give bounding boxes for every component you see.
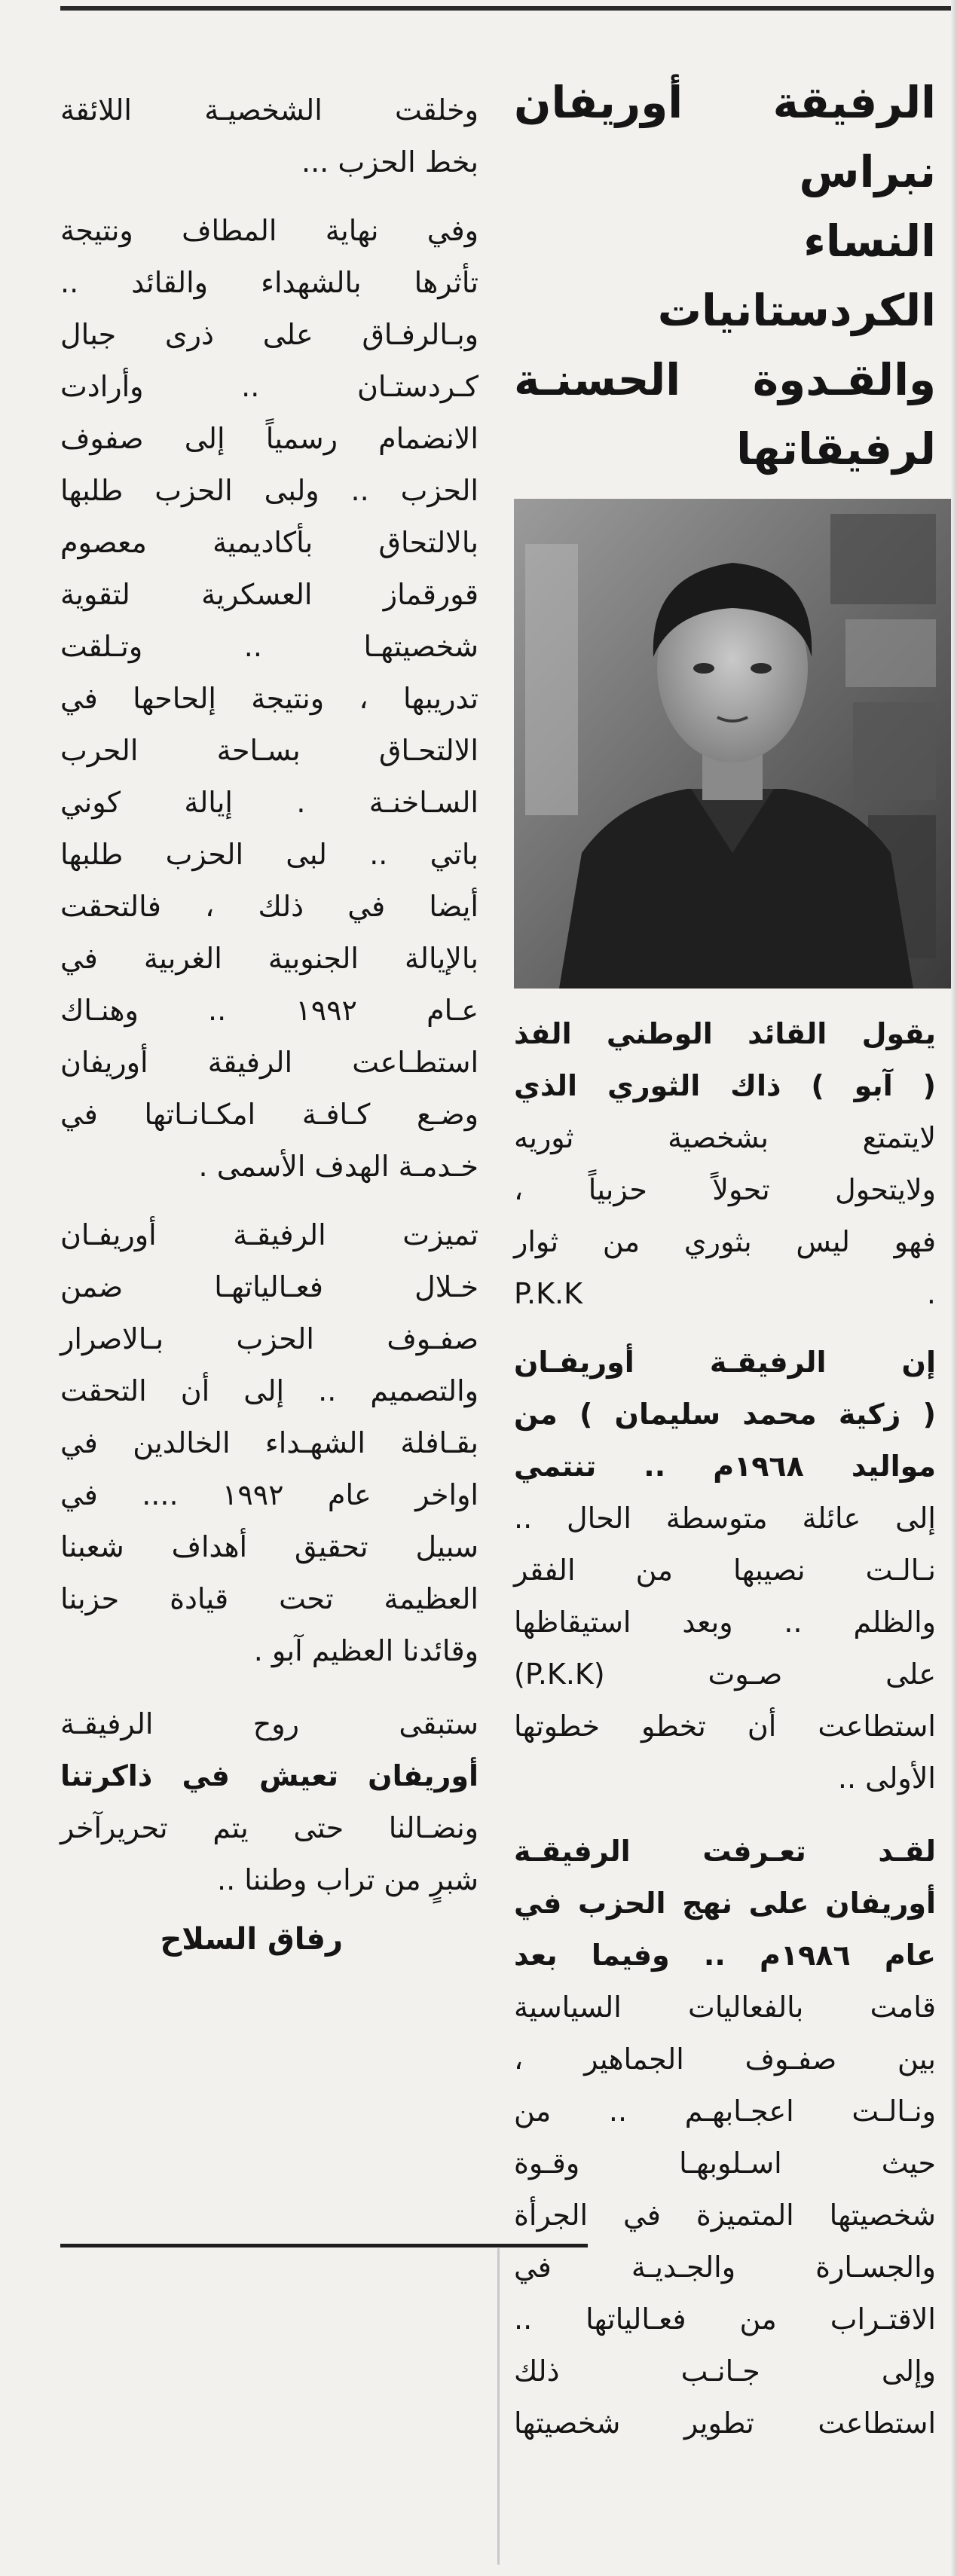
text-line: فهو ليس بثوري من ثوار <box>514 1225 936 1258</box>
text-line: الانضمام رسمياً إلى صفوف <box>60 422 478 455</box>
headline-line: النساء الكردستانيات <box>657 215 936 336</box>
text-line: سبيل تحقيق أهداف شعبنا <box>60 1530 478 1563</box>
text-line: استطاعت تطوير شخصيتها <box>514 2406 936 2440</box>
text-line: أوريفان تعيش في ذاكرتنا <box>60 1759 478 1792</box>
text-line: الحزب .. ولبى الحزب طلبها <box>60 474 478 507</box>
text-line: شخصيتها المتميزة في الجرأة <box>514 2199 936 2232</box>
text-line: وبـالرفـاق على ذرى جبال <box>60 318 478 351</box>
text-line: ونـالـت اعجـابهـم .. من <box>514 2095 936 2128</box>
martyrdom-paragraph <box>60 1209 478 1677</box>
top-border-rule <box>60 6 953 11</box>
text-line: وضـع كـافـة امكـانـاتها في <box>60 1098 478 1131</box>
text-line: كـردستـان .. وأرادت <box>60 370 478 403</box>
text-line: عام ١٩٨٦م .. وفيما بعد <box>514 1939 936 1972</box>
headline-line: والقـدوة الحسنـة <box>514 354 936 405</box>
text-line: أيضا في ذلك ، فالتحقت <box>60 890 478 923</box>
text-line: صفـوف الحزب بـالاصرار <box>60 1322 478 1355</box>
text-line: ستبقى روح الرفيقـة <box>60 1707 478 1740</box>
text-line: . P.K.K <box>514 1277 936 1310</box>
text-line: وفي نهاية المطاف ونتيجة <box>60 214 478 247</box>
text-line: وإلى جـانـب ذلك <box>514 2354 936 2388</box>
text-line: والتصميم .. إلى أن التحقت <box>60 1374 478 1407</box>
text-line: والجسـارة والجـديـة في <box>514 2251 936 2284</box>
text-line: السـاخنـة . إيالة كوني <box>60 786 478 819</box>
column-divider <box>497 2248 500 2565</box>
text-line: استطاعت أن تخطو خطوتها <box>514 1710 936 1743</box>
text-line: باتي .. لبى الحزب طلبها <box>60 838 478 871</box>
text-line: خـدمـة الهدف الأسمى . <box>198 1150 478 1183</box>
text-line: مواليد ١٩٦٨م .. تنتمي <box>514 1450 936 1483</box>
text-line: بقـافلة الشهـداء الخالدين في <box>60 1426 478 1459</box>
text-line: لايتمتع بشخصية ثوريه <box>514 1121 936 1154</box>
text-line: اواخر عام ١٩٩٢ .... في <box>60 1478 478 1511</box>
text-line: إلى عائلة متوسطة الحال .. <box>514 1502 936 1535</box>
text-line: ونضـالنا حتى يتم تحريرآخر <box>60 1811 478 1844</box>
bottom-rule <box>60 2244 588 2248</box>
text-line: وخلقت الشخصيـة اللائقة <box>60 93 478 127</box>
continuation-paragraph <box>60 84 478 188</box>
text-line: خـلال فعـالياتهـا ضمن <box>60 1270 478 1303</box>
signature: رفاق السلاح <box>160 1922 343 1957</box>
text-line: بين صفـوف الجماهير ، <box>514 2043 936 2076</box>
headline-line: الرفيقة أوريفان نبراس <box>514 77 936 197</box>
left-column <box>60 84 478 1962</box>
headline-line: لرفيقاتها <box>736 423 936 475</box>
headline <box>514 68 936 484</box>
page-edge-shadow <box>951 0 957 2576</box>
intro-paragraph-bold <box>514 1008 936 1112</box>
text-line: قورقماز العسكرية لتقوية <box>60 578 478 611</box>
closing-paragraph <box>60 1698 478 1906</box>
text-line: الأولى .. <box>837 1762 936 1795</box>
text-line: تدريبها ، ونتيجة إلحاحها في <box>60 682 478 715</box>
text-line: ( زكية محمد سليمان ) من <box>514 1398 936 1431</box>
text-line: يقول القائد الوطني الفذ <box>514 1017 936 1050</box>
text-line: والظلم .. وبعد استيقاظها <box>514 1606 936 1639</box>
text-line: ولايتحول تحولاً حزبياً ، <box>514 1173 936 1206</box>
portrait-photo-icon <box>514 499 951 989</box>
text-line: بالإيالة الجنوبية الغربية في <box>60 942 478 975</box>
joining-paragraph <box>60 205 478 1193</box>
text-line: قامت بالفعاليات السياسية <box>514 1991 936 2024</box>
text-line: تميزت الرفيقـة أوريفـان <box>60 1218 478 1251</box>
intro-paragraph <box>514 1112 936 1320</box>
text-line: أوريفان على نهج الحزب في <box>514 1887 936 1920</box>
text-line: إن الرفيقـة أوريفـان <box>514 1346 936 1379</box>
text-line: على صـوت (P.K.K) <box>514 1658 936 1691</box>
text-line: الالتحـاق بسـاحة الحرب <box>60 734 478 767</box>
text-line: شخصيتهـا .. وتـلقت <box>60 630 478 663</box>
text-line: نـالـت نصيبها من الفقر <box>514 1554 936 1587</box>
text-line: لقـد تعـرفت الرفيقـة <box>514 1835 936 1868</box>
text-line: تأثرها بالشهداء والقائد .. <box>60 266 478 299</box>
portrait-photo <box>514 499 951 989</box>
right-column <box>514 68 936 2449</box>
text-line: شبرٍ من تراب وطننا .. <box>216 1863 478 1896</box>
biography-paragraph <box>514 1337 936 1804</box>
text-line: استطـاعت الرفيقة أوريفان <box>60 1046 478 1079</box>
activity-paragraph <box>514 1826 936 2449</box>
text-line: حيث اسـلوبهـا وقـوة <box>514 2147 936 2180</box>
text-line: العظيمة تحت قيادة حزبنا <box>60 1582 478 1615</box>
text-line: عـام ١٩٩٢ .. وهنـاك <box>60 994 478 1027</box>
text-line: بالالتحاق بأكاديمية معصوم <box>60 526 478 559</box>
text-line: وقائدنا العظيم آبو . <box>253 1634 478 1667</box>
text-line: ( آبو ) ذاك الثوري الذي <box>514 1069 936 1102</box>
text-line: بخط الحزب ... <box>301 145 478 179</box>
text-line: الاقتـراب من فعـالياتها .. <box>514 2303 936 2336</box>
